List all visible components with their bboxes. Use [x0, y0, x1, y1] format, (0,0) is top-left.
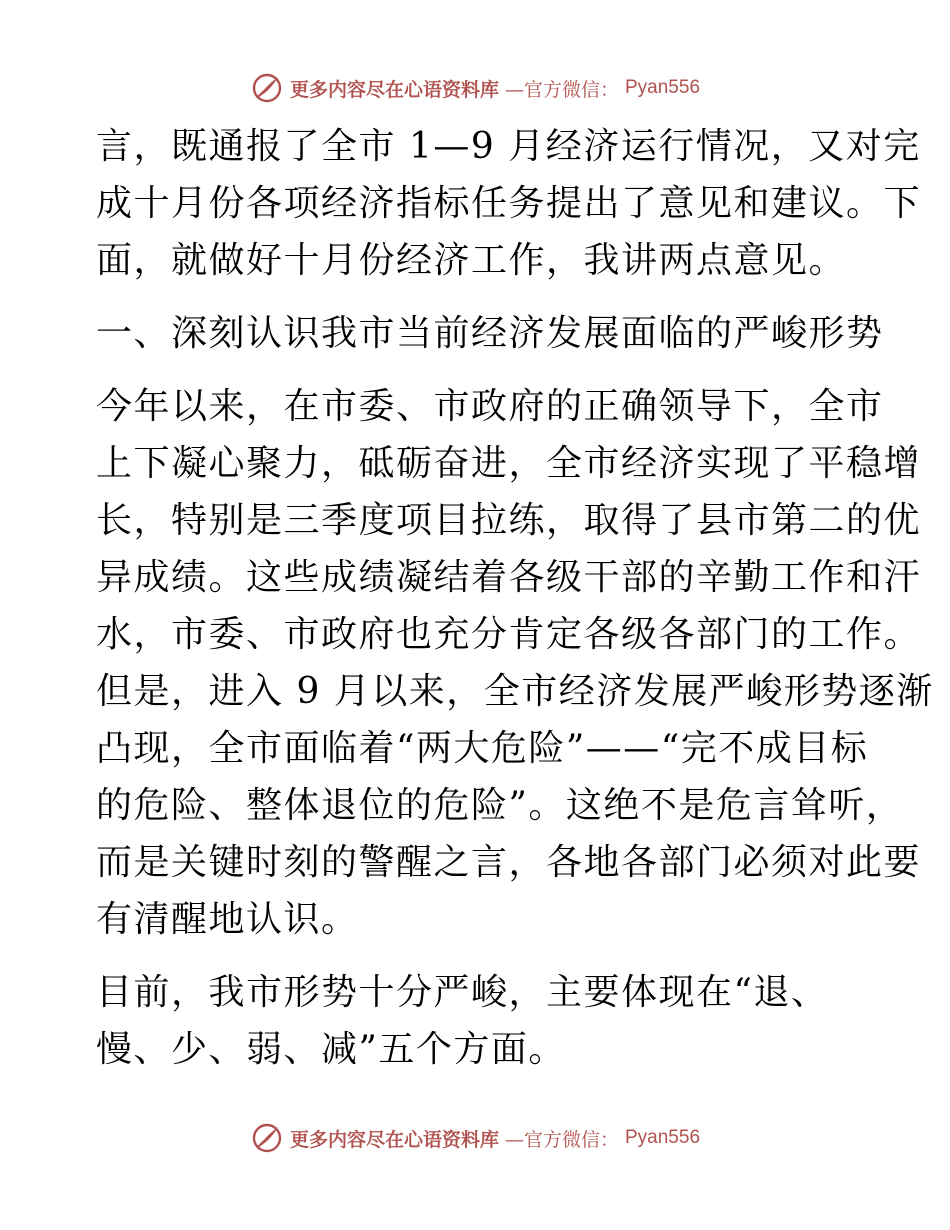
- watermark-banner-bottom: [0, 1118, 950, 1158]
- text-line: 凸现，全市面临着“两大危险”——“完不成目标: [96, 728, 869, 769]
- text-line: 今年以来，在市委、市政府的正确领导下，全市: [96, 386, 884, 427]
- text-line: 的危险、整体退位的危险”。这绝不是危言耸听，: [96, 785, 904, 826]
- text-line: 目前，我市形势十分严峻，主要体现在“退、: [96, 972, 829, 1013]
- text-line: 面，就做好十月份经济工作，我讲两点意见。: [96, 240, 847, 281]
- text-line: 有清醒地认识。: [96, 899, 359, 940]
- text-line: 慢、少、弱、减”五个方面。: [96, 1029, 566, 1070]
- watermark-banner-top: [0, 68, 950, 108]
- text-line: 水，市委、市政府也充分肯定各级各部门的工作。: [96, 614, 922, 655]
- section-heading: [96, 305, 884, 362]
- paragraph-intro: [96, 118, 922, 289]
- paragraph-situation: [96, 378, 934, 948]
- text-line: 而是关键时刻的警醒之言，各地各部门必须对此要: [96, 842, 922, 883]
- watermark-handle-text: Pyan556: [625, 77, 701, 98]
- paragraph-current: [96, 964, 856, 1078]
- watermark-official-text: —官方微信：: [504, 1128, 619, 1151]
- heading-line: 一、深刻认识我市当前经济发展面临的严峻形势: [96, 313, 884, 354]
- text-line: 长，特别是三季度项目拉练，取得了县市第二的优: [96, 500, 922, 541]
- document-body: [96, 118, 934, 1078]
- text-line: 言，既通报了全市 1—9 月经济运行情况，又对完: [96, 126, 921, 167]
- text-line: 但是，进入 9 月以来，全市经济发展严峻形势逐渐: [96, 671, 934, 712]
- watermark-brand-text: 更多内容尽在心语资料库: [289, 1128, 499, 1151]
- watermark-official-text: —官方微信：: [504, 78, 619, 101]
- feather-logo-icon: [250, 71, 284, 105]
- text-line: 上下凝心聚力，砥砺奋进，全市经济实现了平稳增: [96, 443, 922, 484]
- watermark-brand-text: 更多内容尽在心语资料库: [289, 78, 499, 101]
- text-line: 异成绩。这些成绩凝结着各级干部的辛勤工作和汗: [96, 557, 922, 598]
- feather-logo-icon: [250, 1121, 284, 1155]
- text-line: 成十月份各项经济指标任务提出了意见和建议。下: [96, 183, 922, 224]
- watermark-handle-text: Pyan556: [625, 1127, 701, 1148]
